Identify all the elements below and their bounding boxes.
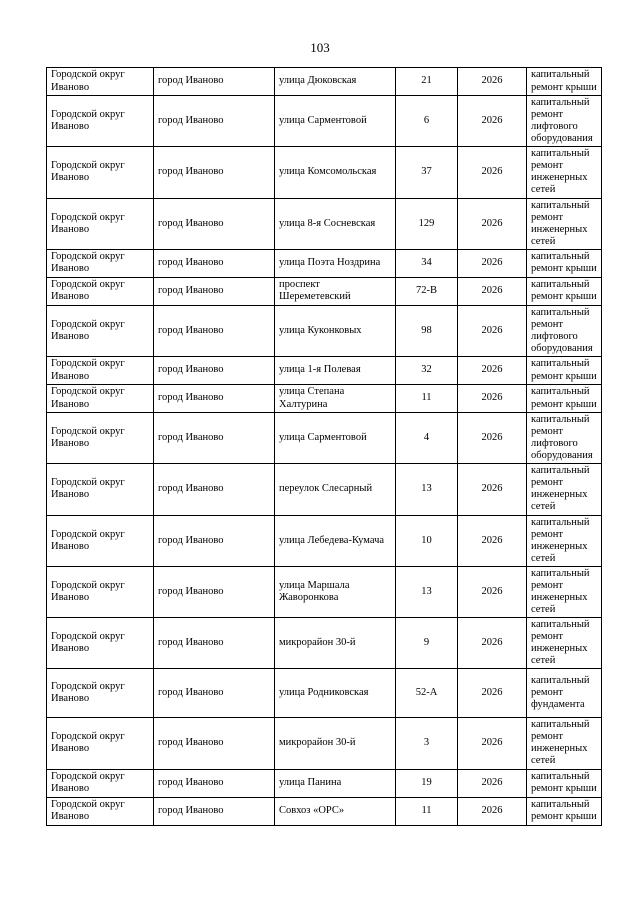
city-cell: город Иваново bbox=[154, 147, 275, 198]
house-number-cell: 4 bbox=[396, 413, 458, 464]
work-type-cell: капитальный ремонт инженерных сетей bbox=[527, 566, 602, 617]
year-cell: 2026 bbox=[458, 769, 527, 797]
house-number-cell: 98 bbox=[396, 305, 458, 356]
work-type-cell: капитальный ремонт крыши bbox=[527, 797, 602, 825]
table-row bbox=[47, 198, 602, 249]
city-cell: город Иваново bbox=[154, 515, 275, 566]
work-type-cell: капитальный ремонт лифтового оборудования bbox=[527, 96, 602, 147]
table-row bbox=[47, 96, 602, 147]
work-type-cell: капитальный ремонт лифтового оборудования bbox=[527, 305, 602, 356]
street-cell: улица Лебедева-Кумача bbox=[275, 515, 396, 566]
house-number-cell: 72-В bbox=[396, 277, 458, 305]
year-cell: 2026 bbox=[458, 96, 527, 147]
year-cell: 2026 bbox=[458, 147, 527, 198]
street-cell: улица Поэта Ноздрина bbox=[275, 249, 396, 277]
district-cell: Городской округ Иваново bbox=[47, 797, 154, 825]
table-row bbox=[47, 797, 602, 825]
district-cell: Городской округ Иваново bbox=[47, 96, 154, 147]
street-cell: улица Комсомольская bbox=[275, 147, 396, 198]
city-cell: город Иваново bbox=[154, 357, 275, 385]
table-row bbox=[47, 249, 602, 277]
street-cell: переулок Слесарный bbox=[275, 464, 396, 515]
work-type-cell: капитальный ремонт фундамента bbox=[527, 669, 602, 718]
work-type-cell: капитальный ремонт крыши bbox=[527, 277, 602, 305]
district-cell: Городской округ Иваново bbox=[47, 385, 154, 413]
street-cell: улица 1-я Полевая bbox=[275, 357, 396, 385]
house-number-cell: 6 bbox=[396, 96, 458, 147]
work-type-cell: капитальный ремонт инженерных сетей bbox=[527, 515, 602, 566]
district-cell: Городской округ Иваново bbox=[47, 464, 154, 515]
house-number-cell: 11 bbox=[396, 797, 458, 825]
year-cell: 2026 bbox=[458, 68, 527, 96]
house-number-cell: 52-А bbox=[396, 669, 458, 718]
district-cell: Городской округ Иваново bbox=[47, 515, 154, 566]
year-cell: 2026 bbox=[458, 249, 527, 277]
street-cell: микрорайон 30-й bbox=[275, 618, 396, 669]
work-type-cell: капитальный ремонт инженерных сетей bbox=[527, 464, 602, 515]
district-cell: Городской округ Иваново bbox=[47, 413, 154, 464]
year-cell: 2026 bbox=[458, 464, 527, 515]
street-cell: улица Родниковская bbox=[275, 669, 396, 718]
district-cell: Городской округ Иваново bbox=[47, 357, 154, 385]
year-cell: 2026 bbox=[458, 566, 527, 617]
table-row bbox=[47, 147, 602, 198]
work-type-cell: капитальный ремонт инженерных сетей bbox=[527, 618, 602, 669]
repair-schedule-table bbox=[46, 67, 602, 826]
house-number-cell: 3 bbox=[396, 718, 458, 769]
table-row bbox=[47, 669, 602, 718]
district-cell: Городской округ Иваново bbox=[47, 277, 154, 305]
table-row bbox=[47, 357, 602, 385]
city-cell: город Иваново bbox=[154, 566, 275, 617]
street-cell: улица Куконковых bbox=[275, 305, 396, 356]
house-number-cell: 13 bbox=[396, 464, 458, 515]
year-cell: 2026 bbox=[458, 198, 527, 249]
street-cell: улица Сарментовой bbox=[275, 96, 396, 147]
year-cell: 2026 bbox=[458, 797, 527, 825]
work-type-cell: капитальный ремонт крыши bbox=[527, 357, 602, 385]
city-cell: город Иваново bbox=[154, 68, 275, 96]
work-type-cell: капитальный ремонт лифтового оборудования bbox=[527, 413, 602, 464]
district-cell: Городской округ Иваново bbox=[47, 769, 154, 797]
street-cell: улица Панина bbox=[275, 769, 396, 797]
city-cell: город Иваново bbox=[154, 413, 275, 464]
street-cell: улица Степана Халтурина bbox=[275, 385, 396, 413]
city-cell: город Иваново bbox=[154, 305, 275, 356]
table-row bbox=[47, 305, 602, 356]
year-cell: 2026 bbox=[458, 385, 527, 413]
city-cell: город Иваново bbox=[154, 797, 275, 825]
house-number-cell: 9 bbox=[396, 618, 458, 669]
district-cell: Городской округ Иваново bbox=[47, 669, 154, 718]
street-cell: улица Сарментовой bbox=[275, 413, 396, 464]
year-cell: 2026 bbox=[458, 413, 527, 464]
district-cell: Городской округ Иваново bbox=[47, 566, 154, 617]
street-cell: улица Дюковская bbox=[275, 68, 396, 96]
year-cell: 2026 bbox=[458, 669, 527, 718]
page-number: 103 bbox=[310, 40, 330, 55]
table-row bbox=[47, 277, 602, 305]
year-cell: 2026 bbox=[458, 277, 527, 305]
table-row bbox=[47, 515, 602, 566]
year-cell: 2026 bbox=[458, 618, 527, 669]
district-cell: Городской округ Иваново bbox=[47, 147, 154, 198]
city-cell: город Иваново bbox=[154, 198, 275, 249]
house-number-cell: 13 bbox=[396, 566, 458, 617]
work-type-cell: капитальный ремонт крыши bbox=[527, 68, 602, 96]
street-cell: улица Маршала Жаворонкова bbox=[275, 566, 396, 617]
table-row bbox=[47, 566, 602, 617]
city-cell: город Иваново bbox=[154, 718, 275, 769]
district-cell: Городской округ Иваново bbox=[47, 305, 154, 356]
year-cell: 2026 bbox=[458, 718, 527, 769]
city-cell: город Иваново bbox=[154, 618, 275, 669]
city-cell: город Иваново bbox=[154, 277, 275, 305]
district-cell: Городской округ Иваново bbox=[47, 198, 154, 249]
table-row bbox=[47, 769, 602, 797]
city-cell: город Иваново bbox=[154, 464, 275, 515]
work-type-cell: капитальный ремонт инженерных сетей bbox=[527, 198, 602, 249]
table-row bbox=[47, 464, 602, 515]
street-cell: улица 8-я Сосневская bbox=[275, 198, 396, 249]
work-type-cell: капитальный ремонт инженерных сетей bbox=[527, 718, 602, 769]
district-cell: Городской округ Иваново bbox=[47, 618, 154, 669]
street-cell: проспект Шереметевский bbox=[275, 277, 396, 305]
house-number-cell: 11 bbox=[396, 385, 458, 413]
city-cell: город Иваново bbox=[154, 769, 275, 797]
street-cell: микрорайон 30-й bbox=[275, 718, 396, 769]
district-cell: Городской округ Иваново bbox=[47, 249, 154, 277]
year-cell: 2026 bbox=[458, 305, 527, 356]
table-row bbox=[47, 618, 602, 669]
work-type-cell: капитальный ремонт крыши bbox=[527, 249, 602, 277]
year-cell: 2026 bbox=[458, 357, 527, 385]
district-cell: Городской округ Иваново bbox=[47, 68, 154, 96]
city-cell: город Иваново bbox=[154, 249, 275, 277]
work-type-cell: капитальный ремонт крыши bbox=[527, 769, 602, 797]
city-cell: город Иваново bbox=[154, 385, 275, 413]
house-number-cell: 34 bbox=[396, 249, 458, 277]
table-row bbox=[47, 413, 602, 464]
house-number-cell: 10 bbox=[396, 515, 458, 566]
year-cell: 2026 bbox=[458, 515, 527, 566]
table-row bbox=[47, 718, 602, 769]
table-row bbox=[47, 385, 602, 413]
street-cell: Совхоз «ОРС» bbox=[275, 797, 396, 825]
city-cell: город Иваново bbox=[154, 669, 275, 718]
work-type-cell: капитальный ремонт инженерных сетей bbox=[527, 147, 602, 198]
house-number-cell: 21 bbox=[396, 68, 458, 96]
house-number-cell: 37 bbox=[396, 147, 458, 198]
house-number-cell: 129 bbox=[396, 198, 458, 249]
table-row bbox=[47, 68, 602, 96]
city-cell: город Иваново bbox=[154, 96, 275, 147]
work-type-cell: капитальный ремонт крыши bbox=[527, 385, 602, 413]
house-number-cell: 19 bbox=[396, 769, 458, 797]
district-cell: Городской округ Иваново bbox=[47, 718, 154, 769]
house-number-cell: 32 bbox=[396, 357, 458, 385]
table-body bbox=[47, 68, 602, 826]
